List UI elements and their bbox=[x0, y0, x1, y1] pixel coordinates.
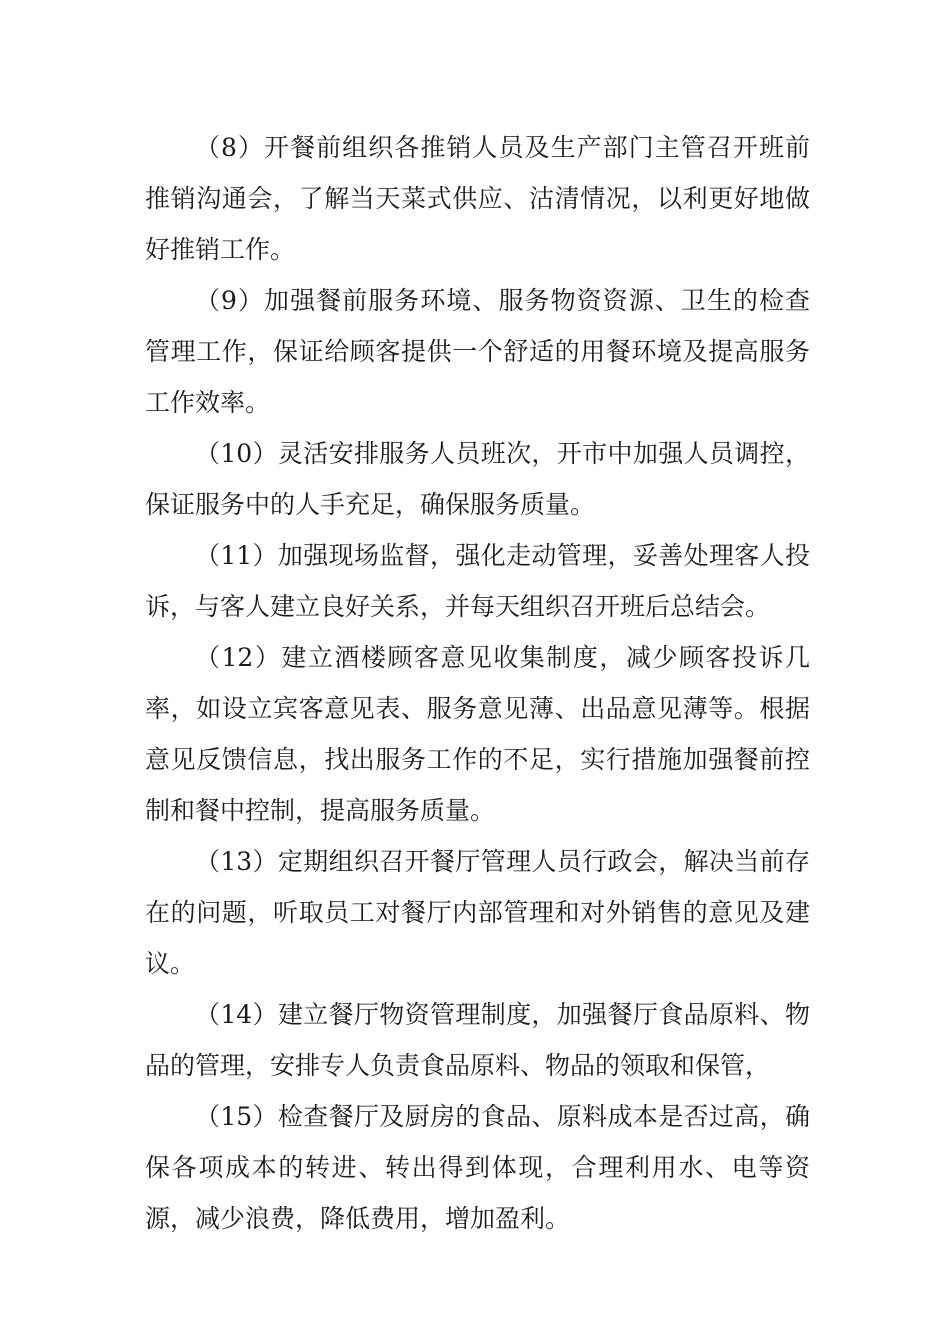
paragraph-10: （10）灵活安排服务人员班次，开市中加强人员调控，保证服务中的人手充足，确保服务质量。 bbox=[145, 439, 810, 519]
paragraph-12: （12）建立酒楼顾客意见收集制度，减少顾客投诉几率，如设立宾客意见表、服务意见薄、出品意见薄等。根据意见反馈信息，找出服务工作的不足，实行措施加强餐前控制和餐中控制，提高服务质量。 bbox=[145, 643, 810, 825]
paragraph-9: （9）加强餐前服务环境、服务物资资源、卫生的检查管理工作，保证给顾客提供一个舒适的用餐环境及提高服务工作效率。 bbox=[145, 286, 810, 417]
paragraph-15: （15）检查餐厅及厨房的食品、原料成本是否过高，确保各项成本的转进、转出得到体现，合理利用水、电等资源，减少浪费，降低费用，增加盈利。 bbox=[145, 1102, 810, 1233]
paragraph-13: （13）定期组织召开餐厅管理人员行政会，解决当前存在的问题，听取员工对餐厅内部管理和对外销售的意见及建议。 bbox=[145, 847, 810, 978]
paragraph-8: （8）开餐前组织各推销人员及生产部门主管召开班前推销沟通会，了解当天菜式供应、沽清情况，以利更好地做好推销工作。 bbox=[145, 133, 810, 264]
paragraph-14: （14）建立餐厅物资管理制度，加强餐厅食品原料、物品的管理，安排专人负责食品原料、物品的领取和保管， bbox=[145, 1000, 810, 1080]
document-page bbox=[145, 122, 810, 1244]
paragraph-11: （11）加强现场监督，强化走动管理，妥善处理客人投诉，与客人建立良好关系，并每天组织召开班后总结会。 bbox=[145, 541, 810, 621]
